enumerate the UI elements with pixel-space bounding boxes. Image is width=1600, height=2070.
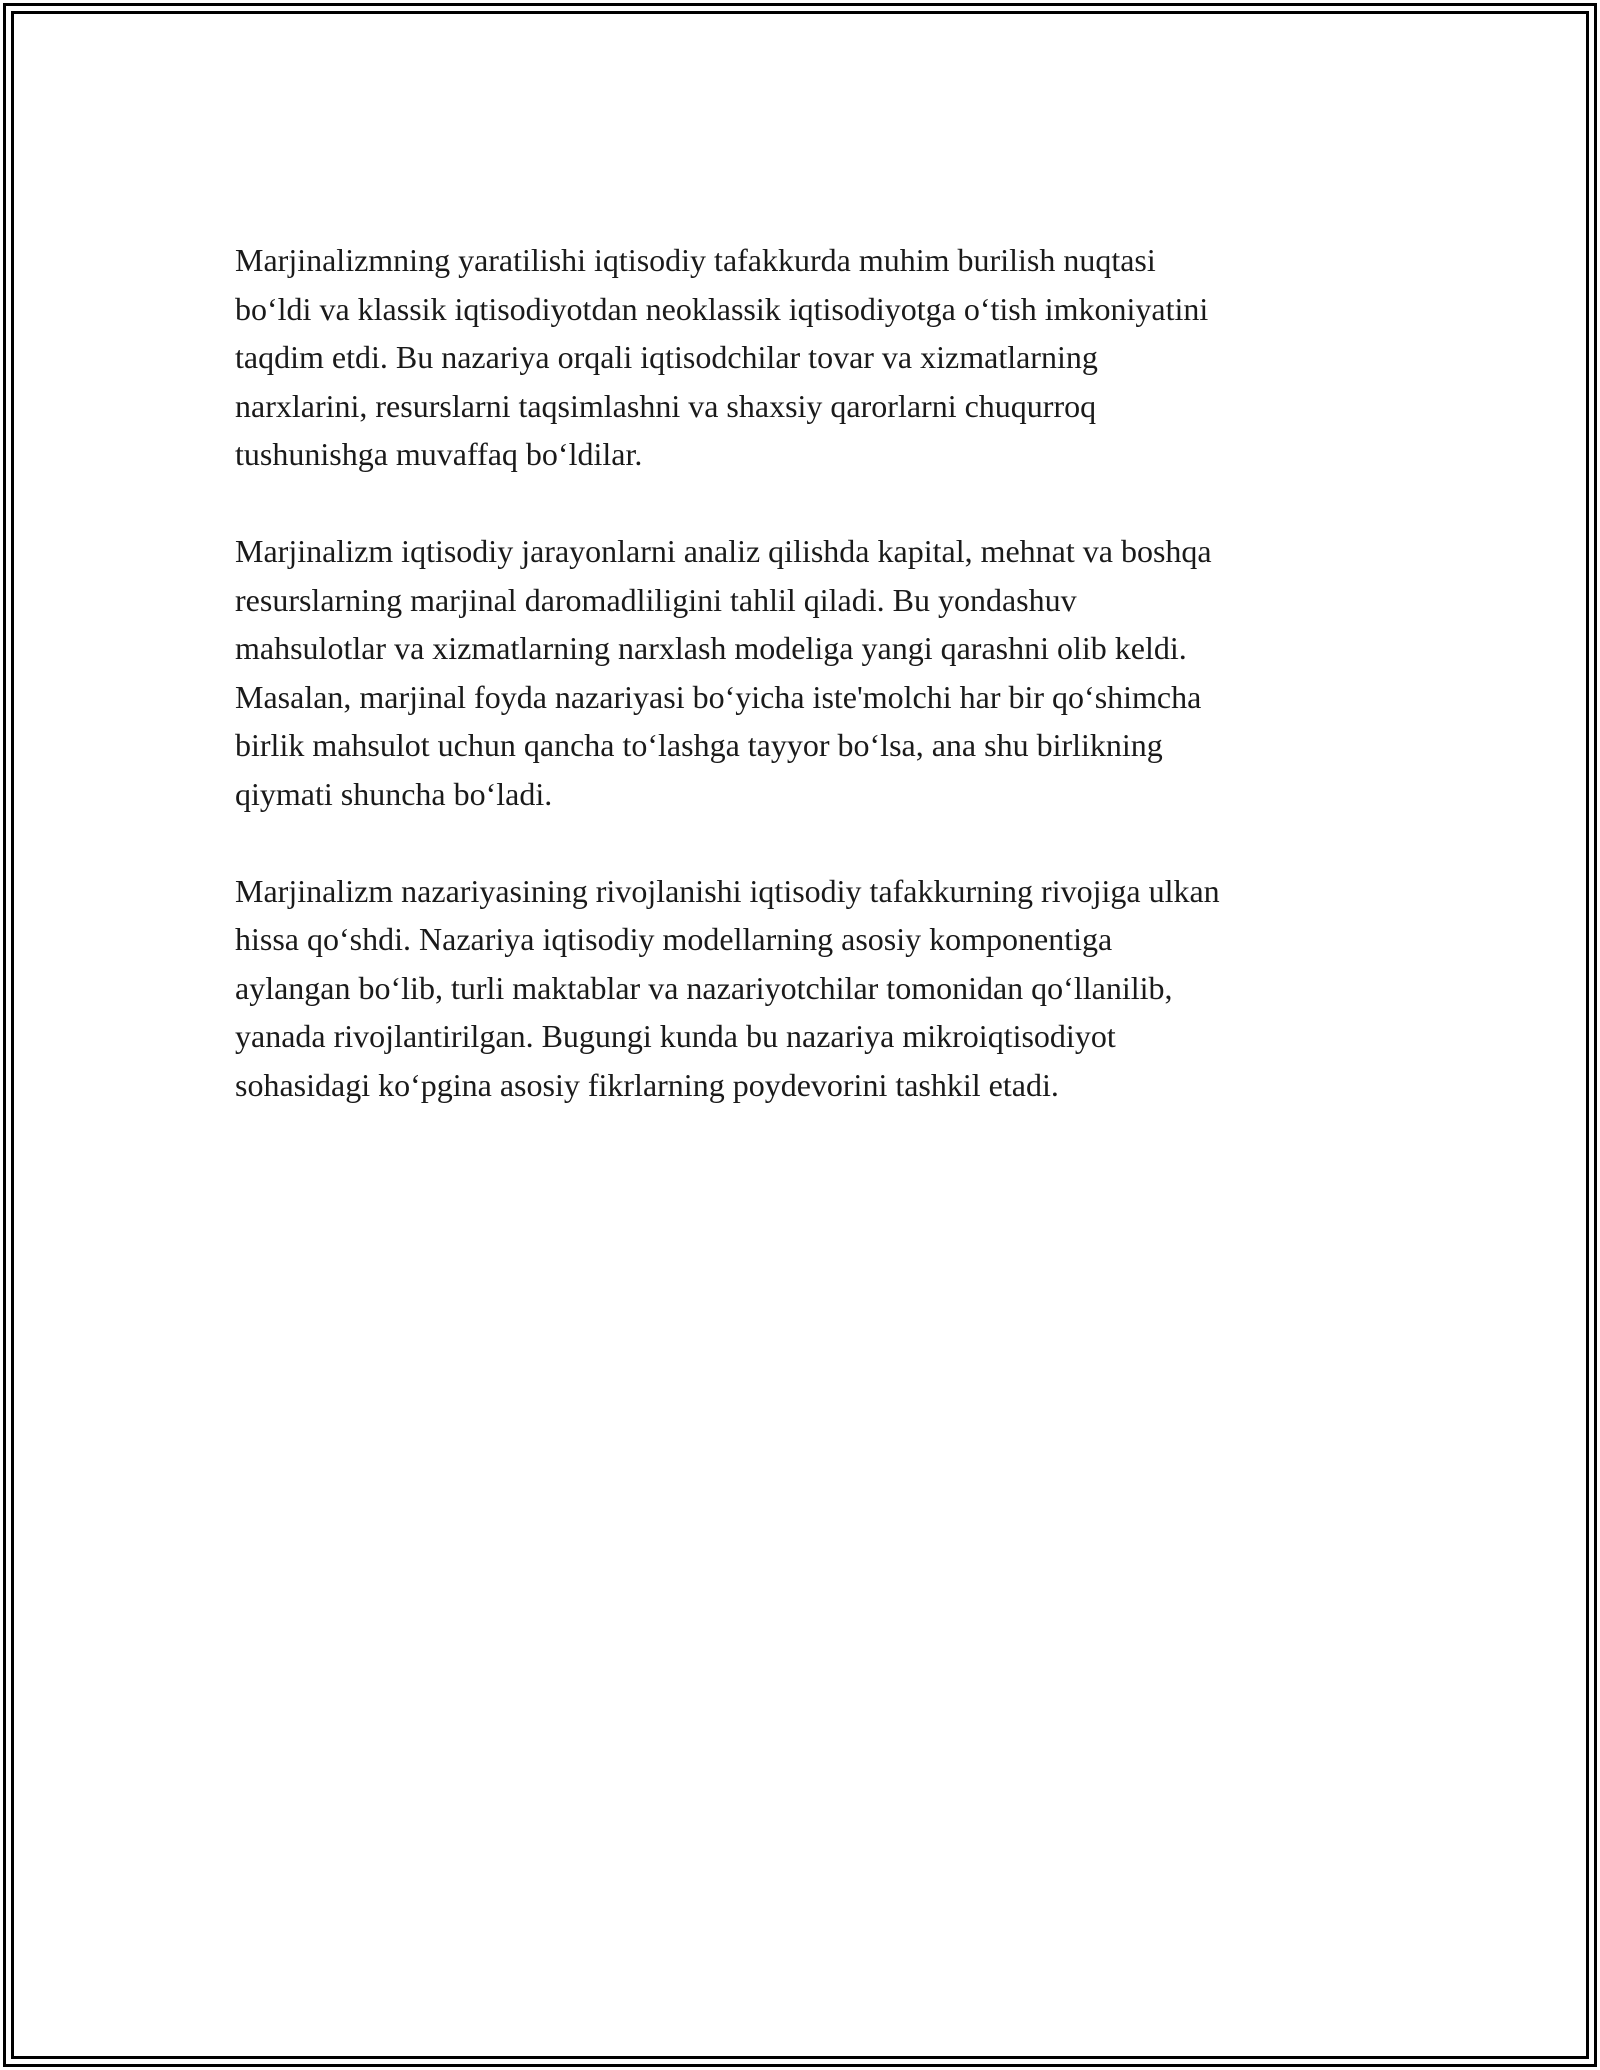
document-body (235, 236, 1375, 1158)
paragraph-3: Marjinalizm nazariyasining rivojlanishi iqtisodiy tafakkurning rivojiga ulkan hissa qo‘shdi. Nazariya iqtisodiy modellarning asosiy komponentiga aylangan bo‘lib, turli maktablar va nazariyotchilar tomonidan qo‘llanilib, yanada rivojlantirilgan. Bugungi kunda bu nazariya mikroiqtisodiyot sohasidagi ko‘pgina asosiy fikrlarning poydevorini tashkil etadi. (235, 872, 1220, 1103)
paragraph-2: Marjinalizm iqtisodiy jarayonlarni analiz qilishda kapital, mehnat va boshqa resurslarning marjinal daromadliligini tahlil qiladi. Bu yondashuv mahsulotlar va xizmatlarning narxlash modeliga yangi qarashni olib keldi. Masalan, marjinal foyda nazariyasi bo‘yicha iste'molchi har bir qo‘shimcha birlik mahsulot uchun qancha to‘lashga tayyor bo‘lsa, ana shu birlikning qiymati shuncha bo‘ladi. (235, 533, 1212, 812)
paragraph-1: Marjinalizmning yaratilishi iqtisodiy tafakkurda muhim burilish nuqtasi bo‘ldi va klassik iqtisodiyotdan neoklassik iqtisodiyotga o‘tish imkoniyatini taqdim etdi. Bu nazariya orqali iqtisodchilar tovar va xizmatlarning narxlarini, resurslarni taqsimlashni va shaxsiy qarorlarni chuqurroq tushunishga muvaffaq bo‘ldilar. (235, 242, 1209, 472)
